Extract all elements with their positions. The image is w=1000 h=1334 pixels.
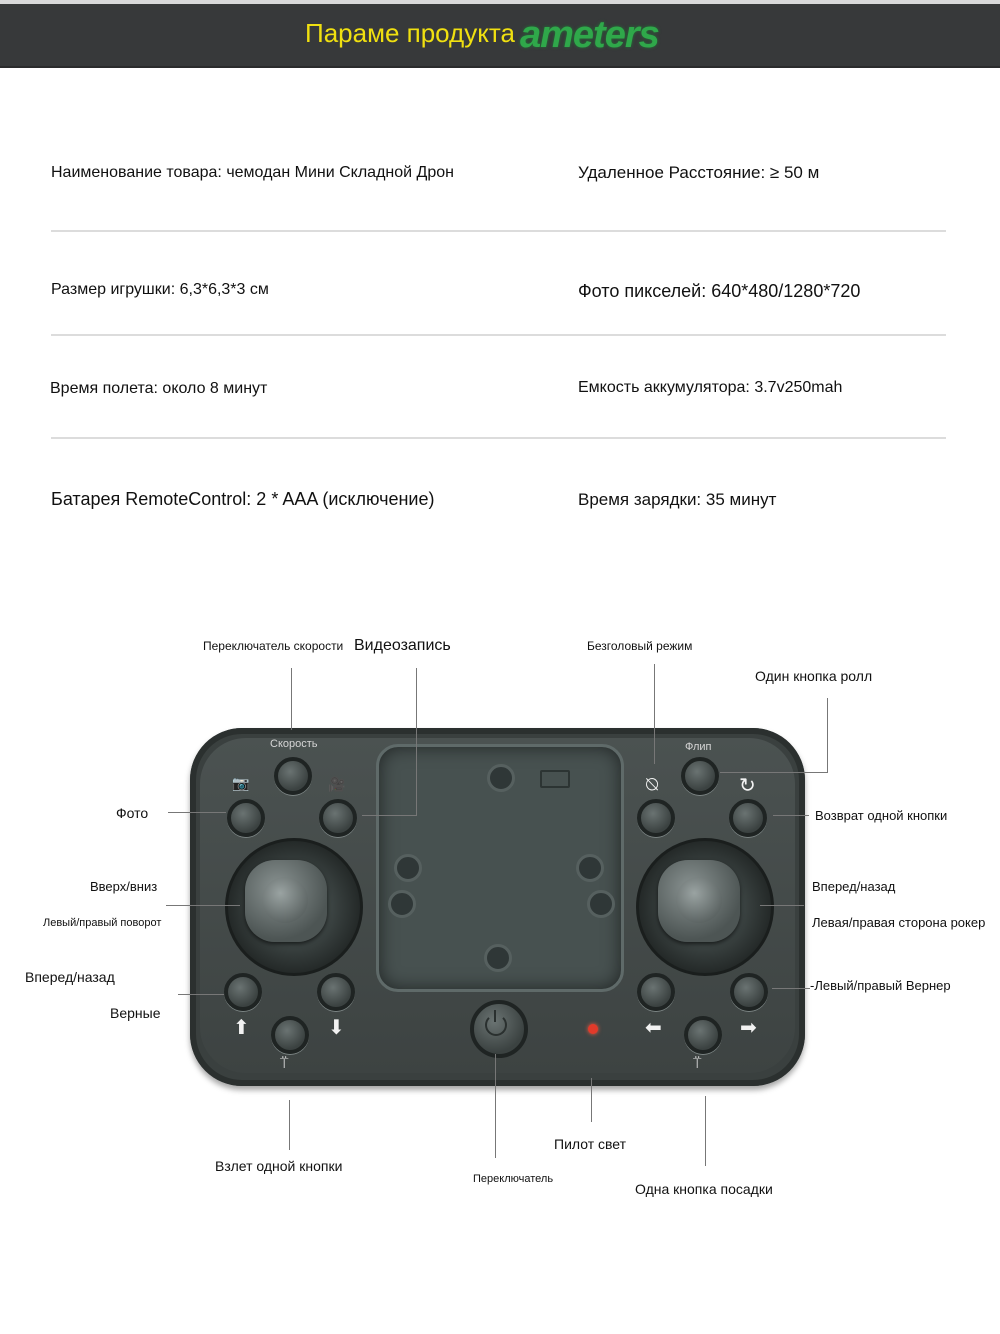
callout-forward-back-right: Вперед/назад xyxy=(812,879,896,894)
speed-button[interactable] xyxy=(274,757,312,795)
takeoff-icon: ⍡ xyxy=(280,1055,289,1071)
leader-line xyxy=(591,1078,592,1122)
leader-line xyxy=(705,1096,706,1166)
leader-line xyxy=(773,815,809,816)
trim-down-button[interactable] xyxy=(317,973,355,1011)
callout-trim: Верные xyxy=(110,1005,161,1021)
video-camera-icon: 🎥 xyxy=(328,776,346,792)
callout-forward-back-left: Вперед/назад xyxy=(25,969,115,985)
divider xyxy=(51,230,946,232)
callout-roll: Один кнопка ролл xyxy=(755,668,873,684)
callout-takeoff: Взлет одной кнопки xyxy=(215,1158,343,1174)
leader-line xyxy=(772,988,810,989)
banner-top-strip xyxy=(0,0,1000,4)
camera-icon: 📷 xyxy=(232,775,250,791)
callout-video: Видеозапись xyxy=(354,637,451,654)
divider xyxy=(51,437,946,439)
leader-line xyxy=(168,812,226,813)
spec-charge-time: Время зарядки: 35 минут xyxy=(578,490,777,509)
landing-button[interactable] xyxy=(684,1016,722,1054)
screw-hole xyxy=(587,890,615,918)
screw-hole xyxy=(394,854,422,882)
leader-line xyxy=(362,815,417,816)
landing-icon: ⍡ xyxy=(693,1055,702,1071)
arrow-down-icon: ⬇ xyxy=(328,1017,345,1039)
callout-return: Возврат одной кнопки xyxy=(815,808,948,823)
arrow-left-icon: ⬅ xyxy=(645,1017,662,1039)
right-joystick-top xyxy=(676,877,722,923)
pilot-light-led xyxy=(588,1024,598,1034)
spec-remote-distance: Удаленное Расстояние: ≥ 50 м xyxy=(578,163,820,182)
flip-button[interactable] xyxy=(681,757,719,795)
trim-right-button[interactable] xyxy=(730,973,768,1011)
leader-line xyxy=(654,664,655,764)
divider xyxy=(51,334,946,336)
callout-pilot-light: Пилот свет xyxy=(554,1136,627,1152)
callout-landing: Одна кнопка посадки xyxy=(635,1181,773,1197)
trim-up-button[interactable] xyxy=(224,973,262,1011)
rotate-return-icon: ↻ xyxy=(739,775,756,797)
leader-line xyxy=(178,994,224,995)
video-button[interactable] xyxy=(319,799,357,837)
leader-line xyxy=(416,668,417,816)
callout-up-down: Вверх/вниз xyxy=(90,879,158,894)
screw-hole xyxy=(388,890,416,918)
leader-line xyxy=(827,698,828,772)
screw-hole xyxy=(487,764,515,792)
callout-switch: Переключатель xyxy=(473,1173,554,1185)
flip-label: Флип xyxy=(685,741,712,753)
leader-line xyxy=(720,772,828,773)
power-icon xyxy=(485,1014,507,1036)
leader-line xyxy=(760,905,804,906)
leader-line xyxy=(291,668,292,730)
power-icon-line xyxy=(494,1010,496,1022)
photo-button[interactable] xyxy=(227,799,265,837)
headless-mode-icon: ⍉ xyxy=(646,774,658,796)
holder-slot xyxy=(540,770,570,788)
spec-flight-time: Время полета: около 8 минут xyxy=(50,380,268,397)
spec-photo-pixels: Фото пикселей: 640*480/1280*720 xyxy=(578,281,861,301)
leader-line xyxy=(166,905,240,906)
spec-remote-battery: Батарея RemoteControl: 2 * AAA (исключение) xyxy=(51,489,435,509)
callout-side-rocker: Левая/правая сторона рокер xyxy=(812,915,986,930)
trim-left-button[interactable] xyxy=(637,973,675,1011)
page-title: Параме продукта xyxy=(305,18,515,48)
spec-battery-capacity: Емкость аккумулятора: 3.7v250mah xyxy=(578,379,843,396)
leader-line xyxy=(289,1100,290,1150)
speed-label: Скорость xyxy=(270,738,318,750)
callout-speed-switch: Переключатель скорости xyxy=(203,639,344,653)
spec-toy-size: Размер игрушки: 6,3*6,3*3 см xyxy=(51,281,269,298)
arrow-right-icon: ➡ xyxy=(740,1017,757,1039)
headless-button[interactable] xyxy=(637,799,675,837)
callout-headless: Безголовый режим xyxy=(587,639,693,653)
spec-product-name: Наименование товара: чемодан Мини Складной Дрон xyxy=(51,164,454,181)
callout-photo: Фото xyxy=(116,805,149,821)
arrow-up-icon: ⬆ xyxy=(233,1017,250,1039)
left-joystick-top xyxy=(262,877,308,923)
callout-left-right-trim: -Левый/правый Вернер xyxy=(810,978,951,993)
leader-line xyxy=(495,1054,496,1158)
banner-ghost-title: ameters xyxy=(520,14,659,56)
return-button[interactable] xyxy=(729,799,767,837)
takeoff-button[interactable] xyxy=(271,1016,309,1054)
callout-left-right-turn: Левый/правый поворот xyxy=(43,917,162,929)
header-banner xyxy=(0,0,1000,68)
screw-hole xyxy=(484,944,512,972)
screw-hole xyxy=(576,854,604,882)
